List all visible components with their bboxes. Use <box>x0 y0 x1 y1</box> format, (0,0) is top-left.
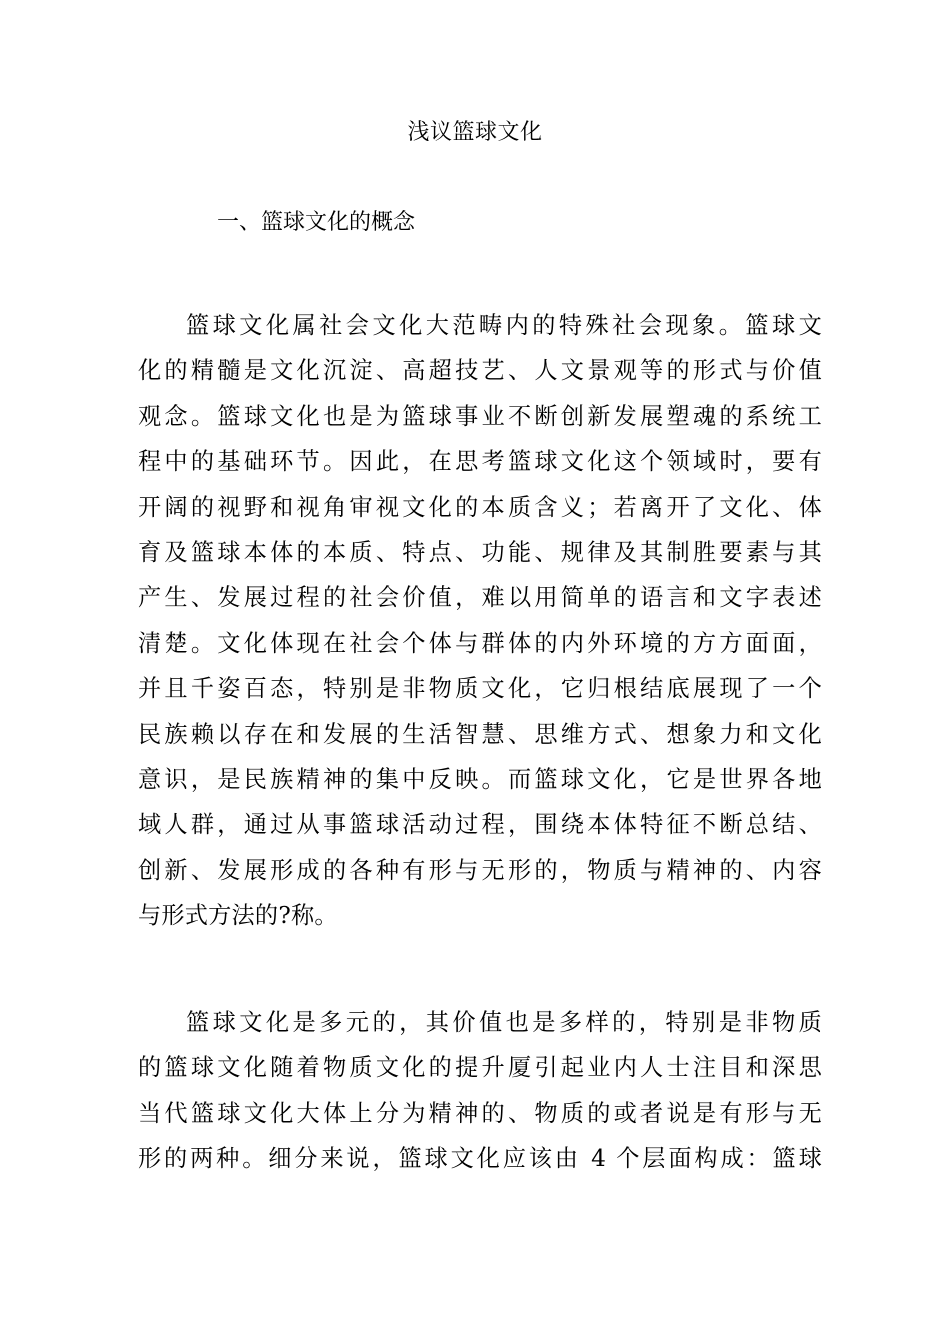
paragraph-line: 产生、发展过程的社会价值，难以用简单的语言和文字表述 <box>138 584 822 612</box>
section-heading: 一、篮球文化的概念 <box>217 210 416 235</box>
paragraph-line: 与形式方法的?称。 <box>138 902 338 930</box>
paragraph-2 <box>138 1000 822 1182</box>
paragraph-line: 创新、发展形成的各种有形与无形的，物质与精神的、内容 <box>138 856 822 884</box>
paragraph-1 <box>138 303 822 939</box>
paragraph-line: 篮球文化属社会文化大范畴内的特殊社会现象。篮球文 <box>186 312 822 339</box>
paragraph-line: 并且千姿百态，特别是非物质文化，它归根结底展现了一个 <box>138 675 822 703</box>
paragraph-line: 开阔的视野和视角审视文化的本质含义；若离开了文化、体 <box>138 493 822 521</box>
paragraph-line: 程中的基础环节。因此，在思考篮球文化这个领域时，要有 <box>138 448 822 476</box>
paragraph-line: 的篮球文化随着物质文化的提升厦引起业内人士注目和深思 <box>138 1054 822 1082</box>
document-title: 浅议篮球文化 <box>407 120 543 145</box>
paragraph-line: 育及篮球本体的本质、特点、功能、规律及其制胜要素与其 <box>138 539 822 567</box>
paragraph-line: 形的两种。细分来说，篮球文化应该由 4 个层面构成：篮球 <box>138 1145 822 1173</box>
paragraph-line: 化的精髓是文化沉淀、高超技艺、人文景观等的形式与价值 <box>138 357 822 385</box>
paragraph-line: 意识，是民族精神的集中反映。而篮球文化，它是世界各地 <box>138 766 822 794</box>
paragraph-line: 观念。篮球文化也是为篮球事业不断创新发展塑魂的系统工 <box>138 402 822 430</box>
paragraph-line: 当代篮球文化大体上分为精神的、物质的或者说是有形与无 <box>138 1099 822 1127</box>
paragraph-line: 篮球文化是多元的，其价值也是多样的，特别是非物质 <box>186 1009 822 1036</box>
paragraph-line: 民族赖以存在和发展的生活智慧、思维方式、想象力和文化 <box>138 720 822 748</box>
paragraph-line: 域人群，通过从事篮球活动过程，围绕本体特征不断总结、 <box>138 811 822 839</box>
paragraph-line: 清楚。文化体现在社会个体与群体的内外环境的方方面面， <box>138 629 822 657</box>
